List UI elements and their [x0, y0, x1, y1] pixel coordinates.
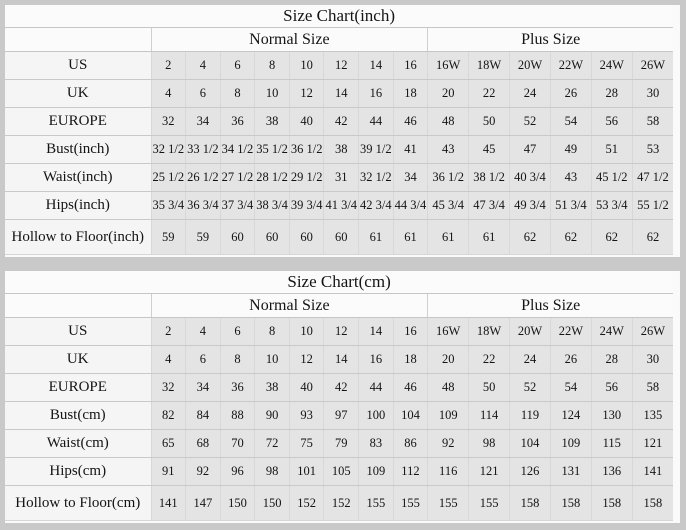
value-cell: 8	[220, 346, 255, 374]
value-cell: 53	[632, 136, 673, 164]
value-cell: 61	[359, 220, 394, 255]
value-cell: 37 3/4	[220, 192, 255, 220]
value-cell: 60	[289, 220, 324, 255]
table-row	[5, 486, 673, 521]
value-cell: 58	[632, 374, 673, 402]
value-cell: 28	[591, 346, 632, 374]
value-cell: 16	[359, 346, 394, 374]
value-cell: 22	[469, 346, 510, 374]
value-cell: 6	[186, 346, 221, 374]
group-header-normal-size: Normal Size	[151, 28, 428, 52]
value-cell: 30	[632, 346, 673, 374]
value-cell: 150	[255, 486, 290, 521]
value-cell: 18W	[469, 318, 510, 346]
row-label: EUROPE	[5, 108, 151, 136]
value-cell: 47 3/4	[469, 192, 510, 220]
value-cell: 49 3/4	[510, 192, 551, 220]
table-separator	[5, 257, 686, 271]
value-cell: 45	[469, 136, 510, 164]
value-cell: 115	[591, 430, 632, 458]
value-cell: 18	[393, 80, 428, 108]
value-cell: 26W	[632, 318, 673, 346]
value-cell: 32	[151, 108, 186, 136]
value-cell: 10	[289, 52, 324, 80]
value-cell: 50	[469, 108, 510, 136]
value-cell: 56	[591, 108, 632, 136]
value-cell: 24	[510, 80, 551, 108]
value-cell: 38	[255, 374, 290, 402]
value-cell: 54	[550, 374, 591, 402]
value-cell: 20W	[510, 52, 551, 80]
value-cell: 42	[324, 374, 359, 402]
value-cell: 91	[151, 458, 186, 486]
value-cell: 14	[359, 52, 394, 80]
table-row	[5, 458, 673, 486]
value-cell: 34 1/2	[220, 136, 255, 164]
value-cell: 62	[632, 220, 673, 255]
value-cell: 46	[393, 108, 428, 136]
value-cell: 32 1/2	[359, 164, 394, 192]
value-cell: 60	[220, 220, 255, 255]
value-cell: 31	[324, 164, 359, 192]
value-cell: 59	[186, 220, 221, 255]
table-row	[5, 108, 673, 136]
value-cell: 26	[550, 80, 591, 108]
value-cell: 131	[550, 458, 591, 486]
value-cell: 152	[324, 486, 359, 521]
value-cell: 36 1/2	[289, 136, 324, 164]
value-cell: 105	[324, 458, 359, 486]
value-cell: 47 1/2	[632, 164, 673, 192]
table-title: Size Chart(cm)	[5, 271, 673, 294]
value-cell: 24W	[591, 52, 632, 80]
row-label: Hollow to Floor(cm)	[5, 486, 151, 521]
value-cell: 54	[550, 108, 591, 136]
value-cell: 92	[428, 430, 469, 458]
value-cell: 141	[151, 486, 186, 521]
value-cell: 155	[469, 486, 510, 521]
value-cell: 147	[186, 486, 221, 521]
value-cell: 45 1/2	[591, 164, 632, 192]
value-cell: 20W	[510, 318, 551, 346]
value-cell: 34	[393, 164, 428, 192]
value-cell: 58	[632, 108, 673, 136]
value-cell: 36 3/4	[186, 192, 221, 220]
value-cell: 28 1/2	[255, 164, 290, 192]
value-cell: 52	[510, 108, 551, 136]
value-cell: 6	[220, 318, 255, 346]
value-cell: 16W	[428, 52, 469, 80]
table-row	[5, 52, 673, 80]
size-table	[5, 271, 673, 521]
value-cell: 48	[428, 374, 469, 402]
corner-cell	[5, 294, 151, 318]
group-header-normal-size: Normal Size	[151, 294, 428, 318]
value-cell: 109	[550, 430, 591, 458]
value-cell: 45 3/4	[428, 192, 469, 220]
value-cell: 41 3/4	[324, 192, 359, 220]
value-cell: 8	[255, 318, 290, 346]
value-cell: 43	[550, 164, 591, 192]
value-cell: 18W	[469, 52, 510, 80]
value-cell: 62	[510, 220, 551, 255]
value-cell: 34	[186, 108, 221, 136]
value-cell: 141	[632, 458, 673, 486]
table-row	[5, 374, 673, 402]
value-cell: 4	[186, 52, 221, 80]
value-cell: 22	[469, 80, 510, 108]
value-cell: 10	[289, 318, 324, 346]
value-cell: 12	[289, 346, 324, 374]
row-label: Hips(inch)	[5, 192, 151, 220]
value-cell: 10	[255, 80, 290, 108]
table-row	[5, 80, 673, 108]
value-cell: 152	[289, 486, 324, 521]
value-cell: 4	[186, 318, 221, 346]
size-chart-inch-table	[5, 5, 680, 257]
row-label: Waist(inch)	[5, 164, 151, 192]
value-cell: 44	[359, 108, 394, 136]
value-cell: 92	[186, 458, 221, 486]
value-cell: 33 1/2	[186, 136, 221, 164]
value-cell: 27 1/2	[220, 164, 255, 192]
value-cell: 24	[510, 346, 551, 374]
value-cell: 38 1/2	[469, 164, 510, 192]
value-cell: 98	[469, 430, 510, 458]
value-cell: 96	[220, 458, 255, 486]
value-cell: 136	[591, 458, 632, 486]
value-cell: 40	[289, 108, 324, 136]
value-cell: 2	[151, 318, 186, 346]
value-cell: 126	[510, 458, 551, 486]
value-cell: 35 1/2	[255, 136, 290, 164]
value-cell: 61	[469, 220, 510, 255]
value-cell: 43	[428, 136, 469, 164]
row-label: US	[5, 52, 151, 80]
value-cell: 38	[324, 136, 359, 164]
value-cell: 158	[632, 486, 673, 521]
value-cell: 68	[186, 430, 221, 458]
value-cell: 22W	[550, 318, 591, 346]
table-row	[5, 136, 673, 164]
value-cell: 65	[151, 430, 186, 458]
value-cell: 98	[255, 458, 290, 486]
value-cell: 42	[324, 108, 359, 136]
value-cell: 61	[393, 220, 428, 255]
value-cell: 79	[324, 430, 359, 458]
value-cell: 104	[510, 430, 551, 458]
value-cell: 8	[255, 52, 290, 80]
value-cell: 72	[255, 430, 290, 458]
row-label: US	[5, 318, 151, 346]
value-cell: 155	[359, 486, 394, 521]
value-cell: 62	[550, 220, 591, 255]
value-cell: 38 3/4	[255, 192, 290, 220]
value-cell: 14	[359, 318, 394, 346]
value-cell: 46	[393, 374, 428, 402]
value-cell: 50	[469, 374, 510, 402]
value-cell: 109	[359, 458, 394, 486]
value-cell: 158	[510, 486, 551, 521]
value-cell: 56	[591, 374, 632, 402]
size-table	[5, 5, 673, 255]
value-cell: 8	[220, 80, 255, 108]
value-cell: 114	[469, 402, 510, 430]
table-row	[5, 164, 673, 192]
value-cell: 44 3/4	[393, 192, 428, 220]
value-cell: 40	[289, 374, 324, 402]
row-label: UK	[5, 346, 151, 374]
value-cell: 88	[220, 402, 255, 430]
row-label: Hips(cm)	[5, 458, 151, 486]
value-cell: 16	[393, 52, 428, 80]
value-cell: 22W	[550, 52, 591, 80]
value-cell: 55 1/2	[632, 192, 673, 220]
value-cell: 12	[324, 318, 359, 346]
table-row	[5, 192, 673, 220]
value-cell: 155	[428, 486, 469, 521]
row-label: EUROPE	[5, 374, 151, 402]
value-cell: 51	[591, 136, 632, 164]
group-header-plus-size: Plus Size	[428, 294, 673, 318]
value-cell: 36	[220, 108, 255, 136]
value-cell: 42 3/4	[359, 192, 394, 220]
value-cell: 61	[428, 220, 469, 255]
value-cell: 47	[510, 136, 551, 164]
value-cell: 30	[632, 80, 673, 108]
table-title: Size Chart(inch)	[5, 5, 673, 28]
value-cell: 49	[550, 136, 591, 164]
value-cell: 14	[324, 80, 359, 108]
value-cell: 36 1/2	[428, 164, 469, 192]
value-cell: 10	[255, 346, 290, 374]
value-cell: 20	[428, 346, 469, 374]
value-cell: 4	[151, 346, 186, 374]
value-cell: 16	[393, 318, 428, 346]
value-cell: 4	[151, 80, 186, 108]
value-cell: 34	[186, 374, 221, 402]
row-label: UK	[5, 80, 151, 108]
group-header-plus-size: Plus Size	[428, 28, 673, 52]
value-cell: 32	[151, 374, 186, 402]
value-cell: 101	[289, 458, 324, 486]
row-label: Bust(cm)	[5, 402, 151, 430]
value-cell: 36	[220, 374, 255, 402]
value-cell: 51 3/4	[550, 192, 591, 220]
value-cell: 29 1/2	[289, 164, 324, 192]
value-cell: 44	[359, 374, 394, 402]
table-row	[5, 220, 673, 255]
value-cell: 60	[324, 220, 359, 255]
value-cell: 59	[151, 220, 186, 255]
value-cell: 84	[186, 402, 221, 430]
table-row	[5, 402, 673, 430]
value-cell: 116	[428, 458, 469, 486]
value-cell: 53 3/4	[591, 192, 632, 220]
value-cell: 104	[393, 402, 428, 430]
value-cell: 35 3/4	[151, 192, 186, 220]
value-cell: 86	[393, 430, 428, 458]
value-cell: 6	[220, 52, 255, 80]
value-cell: 6	[186, 80, 221, 108]
value-cell: 75	[289, 430, 324, 458]
value-cell: 83	[359, 430, 394, 458]
value-cell: 24W	[591, 318, 632, 346]
value-cell: 62	[591, 220, 632, 255]
table-row	[5, 430, 673, 458]
value-cell: 100	[359, 402, 394, 430]
value-cell: 16W	[428, 318, 469, 346]
value-cell: 18	[393, 346, 428, 374]
value-cell: 150	[220, 486, 255, 521]
value-cell: 82	[151, 402, 186, 430]
value-cell: 135	[632, 402, 673, 430]
value-cell: 2	[151, 52, 186, 80]
value-cell: 112	[393, 458, 428, 486]
row-label: Waist(cm)	[5, 430, 151, 458]
value-cell: 97	[324, 402, 359, 430]
value-cell: 121	[469, 458, 510, 486]
corner-cell	[5, 28, 151, 52]
value-cell: 158	[550, 486, 591, 521]
value-cell: 130	[591, 402, 632, 430]
value-cell: 52	[510, 374, 551, 402]
row-label: Bust(inch)	[5, 136, 151, 164]
value-cell: 26	[550, 346, 591, 374]
table-row	[5, 346, 673, 374]
value-cell: 124	[550, 402, 591, 430]
value-cell: 26W	[632, 52, 673, 80]
value-cell: 60	[255, 220, 290, 255]
value-cell: 39 1/2	[359, 136, 394, 164]
value-cell: 48	[428, 108, 469, 136]
value-cell: 26 1/2	[186, 164, 221, 192]
size-chart-cm-table	[5, 271, 680, 523]
value-cell: 121	[632, 430, 673, 458]
value-cell: 119	[510, 402, 551, 430]
value-cell: 12	[289, 80, 324, 108]
value-cell: 40 3/4	[510, 164, 551, 192]
value-cell: 41	[393, 136, 428, 164]
value-cell: 90	[255, 402, 290, 430]
value-cell: 16	[359, 80, 394, 108]
row-label: Hollow to Floor(inch)	[5, 220, 151, 255]
value-cell: 158	[591, 486, 632, 521]
value-cell: 39 3/4	[289, 192, 324, 220]
value-cell: 70	[220, 430, 255, 458]
value-cell: 93	[289, 402, 324, 430]
value-cell: 155	[393, 486, 428, 521]
value-cell: 25 1/2	[151, 164, 186, 192]
value-cell: 28	[591, 80, 632, 108]
value-cell: 109	[428, 402, 469, 430]
table-row	[5, 318, 673, 346]
value-cell: 32 1/2	[151, 136, 186, 164]
value-cell: 38	[255, 108, 290, 136]
value-cell: 14	[324, 346, 359, 374]
value-cell: 12	[324, 52, 359, 80]
value-cell: 20	[428, 80, 469, 108]
